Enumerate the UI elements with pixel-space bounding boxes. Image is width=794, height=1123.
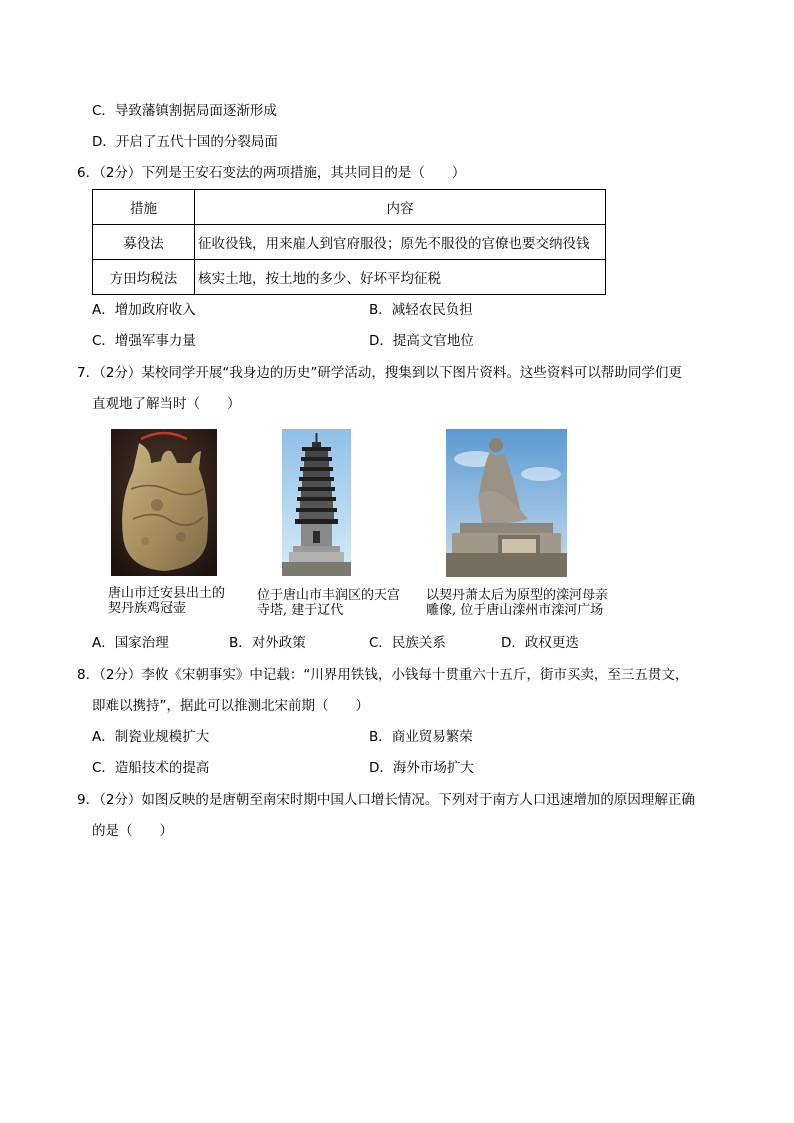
caption-pagoda-line1: 位于唐山市丰润区的天宫 [257,588,401,603]
table-cell-measure: 募役法 [93,225,195,260]
table-header-content: 内容 [195,190,606,225]
luanhe-mother-statue-image [446,429,567,577]
khitan-cockscomb-pot-image [111,429,217,576]
table-cell-content: 核实土地，按土地的多少、好坏平均征税 [195,260,606,295]
table-row [93,260,606,295]
q9-stem-line1: 9．（2分）如图反映的是唐朝至南宋时期中国人口增长情况。下列对于南方人口迅速增加的原因理解正确 [77,792,695,808]
caption-cockscomb-pot-line1: 唐山市迁安县出土的 [108,586,226,601]
q7-option-c: C．民族关系 [369,635,446,651]
q8-option-a: A．制瓷业规模扩大 [92,729,210,745]
caption-statue-line1: 以契丹萧太后为原型的滦河母亲 [426,588,609,603]
q7-option-b: B．对外政策 [229,635,306,651]
q9-stem-line2: 的是（ ） [92,823,173,839]
q6-measures-table [92,189,606,295]
q8-stem-line1: 8．（2分）李攸《宋朝事实》中记载：“川界用铁钱，小钱每十贯重六十五斤，街市买卖，至三五贯文， [77,667,689,683]
q7-option-d: D．政权更迭 [501,635,579,651]
caption-pagoda-line2: 寺塔, 建于辽代 [257,603,344,618]
q6-option-d: D．提高文官地位 [369,333,474,349]
q6-option-c: C．增强军事力量 [92,333,196,349]
table-header-row [93,190,606,225]
q6-option-a: A．增加政府收入 [92,302,196,318]
q7-option-a: A．国家治理 [92,635,169,651]
table-cell-measure: 方田均税法 [93,260,195,295]
caption-cockscomb-pot-line2: 契丹族鸡冠壶 [108,601,187,616]
q5-option-c: C．导致藩镇割据局面逐渐形成 [92,103,277,119]
q7-stem-line2: 直观地了解当时（ ） [92,396,241,412]
q5-option-d: D．开启了五代十国的分裂局面 [92,134,278,150]
q8-option-d: D．海外市场扩大 [369,760,474,776]
q7-stem-line1: 7．（2分）某校同学开展“我身边的历史”研学活动，搜集到以下图片资料。这些资料可以帮助同学们更 [77,365,682,381]
q8-option-b: B．商业贸易繁荣 [369,729,473,745]
q6-option-b: B．减轻农民负担 [369,302,473,318]
q6-stem: 6．（2分）下列是王安石变法的两项措施，其共同目的是（ ） [77,165,466,181]
table-header-measure: 措施 [93,190,195,225]
q8-stem-line2: 即难以携持”，据此可以推测北宋前期（ ） [92,698,369,714]
q8-option-c: C．造船技术的提高 [92,760,210,776]
caption-statue-line2: 雕像, 位于唐山滦州市滦河广场 [426,603,604,618]
table-row [93,225,606,260]
table-cell-content: 征收役钱，用来雇人到官府服役；原先不服役的官僚也要交纳役钱 [195,225,606,260]
tiangong-temple-pagoda-image [282,429,351,576]
